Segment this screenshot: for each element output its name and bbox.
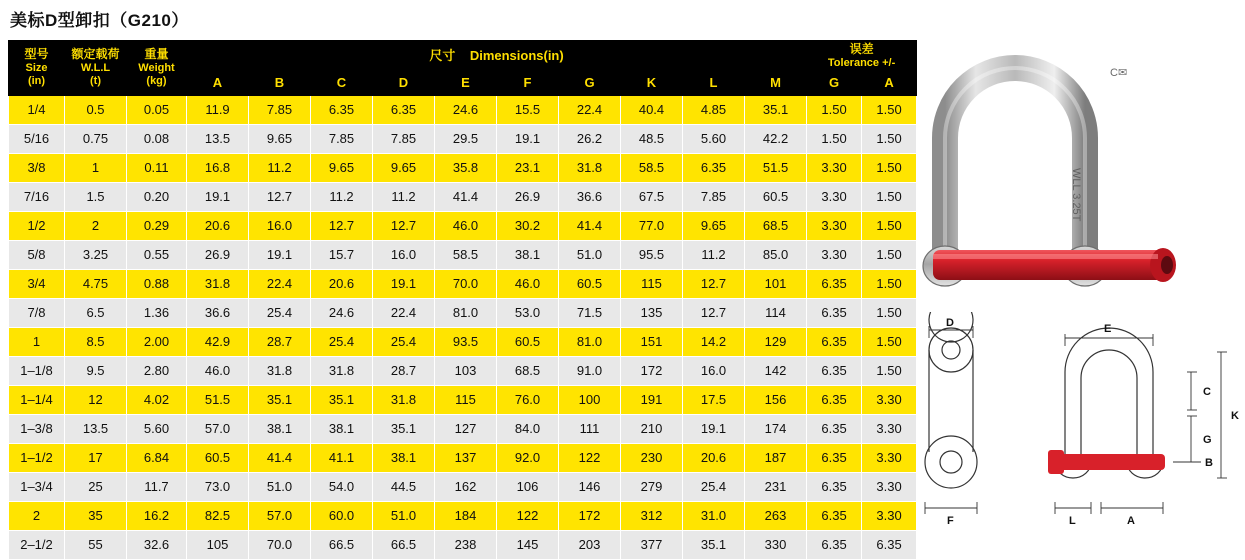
cell-dim-d: 25.4 xyxy=(373,328,435,357)
cell-dim-c: 60.0 xyxy=(311,502,373,531)
table-row xyxy=(9,386,917,415)
cell-dim-a: 19.1 xyxy=(187,183,249,212)
cell-dim-k: 67.5 xyxy=(621,183,683,212)
cell-size: 7/8 xyxy=(9,299,65,328)
cell-weight: 4.02 xyxy=(127,386,187,415)
cell-weight: 0.88 xyxy=(127,270,187,299)
cell-dim-g: 51.0 xyxy=(559,241,621,270)
cell-dim-f: 15.5 xyxy=(497,96,559,125)
cell-tol-g: 1.50 xyxy=(807,96,862,125)
cell-dim-l: 4.85 xyxy=(683,96,745,125)
cell-dim-c: 9.65 xyxy=(311,154,373,183)
cell-dim-f: 46.0 xyxy=(497,270,559,299)
cell-dim-d: 12.7 xyxy=(373,212,435,241)
cell-size: 3/8 xyxy=(9,154,65,183)
cell-dim-b: 31.8 xyxy=(249,357,311,386)
cell-dim-c: 7.85 xyxy=(311,125,373,154)
cell-dim-k: 377 xyxy=(621,531,683,560)
cell-dim-c: 15.7 xyxy=(311,241,373,270)
cell-dim-l: 7.85 xyxy=(683,183,745,212)
cell-dim-a: 57.0 xyxy=(187,415,249,444)
cell-tol-a: 1.50 xyxy=(862,96,917,125)
cell-wll: 8.5 xyxy=(65,328,127,357)
cell-size: 5/8 xyxy=(9,241,65,270)
cell-dim-c: 6.35 xyxy=(311,96,373,125)
header-dim-b: B xyxy=(249,72,311,95)
cell-dim-a: 26.9 xyxy=(187,241,249,270)
cell-dim-d: 11.2 xyxy=(373,183,435,212)
cell-size: 1–1/8 xyxy=(9,357,65,386)
cell-dim-m: 51.5 xyxy=(745,154,807,183)
cell-dim-b: 57.0 xyxy=(249,502,311,531)
cell-dim-d: 66.5 xyxy=(373,531,435,560)
table-row xyxy=(9,415,917,444)
cell-tol-g: 3.30 xyxy=(807,183,862,212)
cell-wll: 0.75 xyxy=(65,125,127,154)
cell-dim-e: 46.0 xyxy=(435,212,497,241)
cell-dim-b: 35.1 xyxy=(249,386,311,415)
page-title: 美标D型卸扣（G210） xyxy=(10,11,189,30)
cell-weight: 5.60 xyxy=(127,415,187,444)
cell-dim-g: 31.8 xyxy=(559,154,621,183)
cell-dim-b: 41.4 xyxy=(249,444,311,473)
cell-dim-a: 31.8 xyxy=(187,270,249,299)
cell-tol-g: 1.50 xyxy=(807,125,862,154)
label-e: E xyxy=(1104,323,1112,335)
cell-dim-f: 68.5 xyxy=(497,357,559,386)
cell-dim-e: 115 xyxy=(435,386,497,415)
cell-dim-m: 42.2 xyxy=(745,125,807,154)
cell-dim-e: 58.5 xyxy=(435,241,497,270)
cell-dim-c: 24.6 xyxy=(311,299,373,328)
header-dim-c: C xyxy=(311,72,373,95)
cell-dim-a: 42.9 xyxy=(187,328,249,357)
cell-wll: 1.5 xyxy=(65,183,127,212)
cell-dim-k: 48.5 xyxy=(621,125,683,154)
table-row xyxy=(9,183,917,212)
cell-dim-e: 238 xyxy=(435,531,497,560)
cell-dim-c: 11.2 xyxy=(311,183,373,212)
cell-dim-g: 172 xyxy=(559,502,621,531)
cell-dim-l: 35.1 xyxy=(683,531,745,560)
cell-size: 7/16 xyxy=(9,183,65,212)
table-row xyxy=(9,270,917,299)
cell-tol-g: 6.35 xyxy=(807,328,862,357)
cell-dim-k: 172 xyxy=(621,357,683,386)
cell-dim-k: 210 xyxy=(621,415,683,444)
cell-dim-l: 25.4 xyxy=(683,473,745,502)
cell-dim-m: 174 xyxy=(745,415,807,444)
table-row xyxy=(9,241,917,270)
cell-tol-g: 6.35 xyxy=(807,299,862,328)
table-row xyxy=(9,212,917,241)
cell-size: 1–1/2 xyxy=(9,444,65,473)
cell-dim-k: 40.4 xyxy=(621,96,683,125)
cell-dim-m: 129 xyxy=(745,328,807,357)
cell-weight: 0.08 xyxy=(127,125,187,154)
table-row xyxy=(9,125,917,154)
product-photo xyxy=(905,18,1240,308)
cell-dim-g: 81.0 xyxy=(559,328,621,357)
cell-dim-a: 13.5 xyxy=(187,125,249,154)
cell-dim-b: 12.7 xyxy=(249,183,311,212)
cell-dim-m: 231 xyxy=(745,473,807,502)
cell-wll: 0.5 xyxy=(65,96,127,125)
cell-weight: 0.29 xyxy=(127,212,187,241)
cell-dim-l: 11.2 xyxy=(683,241,745,270)
cell-dim-c: 20.6 xyxy=(311,270,373,299)
cell-size: 1–3/8 xyxy=(9,415,65,444)
cell-dim-d: 51.0 xyxy=(373,502,435,531)
cell-wll: 2 xyxy=(65,212,127,241)
cell-size: 5/16 xyxy=(9,125,65,154)
header-row-top xyxy=(9,41,917,73)
header-dim-l: L xyxy=(683,72,745,95)
cell-size: 1 xyxy=(9,328,65,357)
cell-dim-l: 17.5 xyxy=(683,386,745,415)
cell-dim-a: 16.8 xyxy=(187,154,249,183)
cell-dim-d: 31.8 xyxy=(373,386,435,415)
cell-dim-b: 19.1 xyxy=(249,241,311,270)
cell-dim-d: 22.4 xyxy=(373,299,435,328)
cell-wll: 4.75 xyxy=(65,270,127,299)
cell-tol-a: 3.30 xyxy=(862,502,917,531)
header-dim-m: M xyxy=(745,72,807,95)
cell-tol-a: 6.35 xyxy=(862,531,917,560)
cell-dim-f: 26.9 xyxy=(497,183,559,212)
cell-dim-k: 151 xyxy=(621,328,683,357)
cell-dim-a: 46.0 xyxy=(187,357,249,386)
cell-dim-b: 22.4 xyxy=(249,270,311,299)
table-row xyxy=(9,473,917,502)
cell-dim-b: 7.85 xyxy=(249,96,311,125)
cell-dim-g: 111 xyxy=(559,415,621,444)
table-row xyxy=(9,96,917,125)
cell-weight: 11.7 xyxy=(127,473,187,502)
header-wll: 额定载荷 W.L.L (t) xyxy=(65,41,127,96)
cell-dim-k: 230 xyxy=(621,444,683,473)
cell-tol-g: 6.35 xyxy=(807,473,862,502)
cell-dim-f: 30.2 xyxy=(497,212,559,241)
cell-dim-m: 330 xyxy=(745,531,807,560)
header-weight: 重量 Weight (kg) xyxy=(127,41,187,96)
cell-dim-l: 20.6 xyxy=(683,444,745,473)
cell-dim-b: 25.4 xyxy=(249,299,311,328)
cell-dim-g: 36.6 xyxy=(559,183,621,212)
label-f: F xyxy=(947,515,954,527)
cell-wll: 3.25 xyxy=(65,241,127,270)
cell-dim-g: 203 xyxy=(559,531,621,560)
cell-size: 1/4 xyxy=(9,96,65,125)
cell-tol-g: 3.30 xyxy=(807,212,862,241)
table-row xyxy=(9,154,917,183)
cell-dim-l: 5.60 xyxy=(683,125,745,154)
table-row xyxy=(9,531,917,560)
cell-dim-k: 312 xyxy=(621,502,683,531)
dimension-diagram xyxy=(905,312,1240,527)
cell-dim-d: 28.7 xyxy=(373,357,435,386)
cell-dim-a: 73.0 xyxy=(187,473,249,502)
cell-dim-g: 71.5 xyxy=(559,299,621,328)
header-tolerance: 误差 Tolerance +/- xyxy=(807,41,917,73)
cell-dim-d: 16.0 xyxy=(373,241,435,270)
header-dimensions: 尺寸 Dimensions(in) xyxy=(187,41,807,73)
cell-dim-d: 9.65 xyxy=(373,154,435,183)
cell-weight: 0.20 xyxy=(127,183,187,212)
cell-dim-k: 77.0 xyxy=(621,212,683,241)
cell-wll: 17 xyxy=(65,444,127,473)
cell-weight: 2.00 xyxy=(127,328,187,357)
cell-tol-a: 1.50 xyxy=(862,270,917,299)
cell-dim-k: 115 xyxy=(621,270,683,299)
cell-dim-a: 36.6 xyxy=(187,299,249,328)
cell-dim-e: 70.0 xyxy=(435,270,497,299)
cell-weight: 6.84 xyxy=(127,444,187,473)
cell-weight: 1.36 xyxy=(127,299,187,328)
cell-tol-a: 1.50 xyxy=(862,125,917,154)
cell-dim-d: 38.1 xyxy=(373,444,435,473)
cell-dim-g: 26.2 xyxy=(559,125,621,154)
svg-text:C✉: C✉ xyxy=(1110,67,1128,79)
header-tol-g: G xyxy=(807,72,862,95)
table-row xyxy=(9,357,917,386)
cell-weight: 32.6 xyxy=(127,531,187,560)
cell-dim-a: 60.5 xyxy=(187,444,249,473)
cell-dim-l: 19.1 xyxy=(683,415,745,444)
cell-dim-b: 9.65 xyxy=(249,125,311,154)
cell-dim-e: 93.5 xyxy=(435,328,497,357)
spec-table xyxy=(8,40,917,560)
label-b: B xyxy=(1205,457,1213,469)
cell-dim-e: 184 xyxy=(435,502,497,531)
cell-dim-d: 35.1 xyxy=(373,415,435,444)
cell-weight: 16.2 xyxy=(127,502,187,531)
table-body xyxy=(9,96,917,560)
label-l: L xyxy=(1069,515,1076,527)
header-tol-a: A xyxy=(862,72,917,95)
cell-tol-a: 1.50 xyxy=(862,328,917,357)
cell-size: 2–1/2 xyxy=(9,531,65,560)
cell-tol-a: 1.50 xyxy=(862,357,917,386)
cell-wll: 9.5 xyxy=(65,357,127,386)
cell-dim-c: 54.0 xyxy=(311,473,373,502)
cell-dim-b: 28.7 xyxy=(249,328,311,357)
cell-dim-d: 7.85 xyxy=(373,125,435,154)
cell-dim-b: 38.1 xyxy=(249,415,311,444)
cell-tol-a: 1.50 xyxy=(862,154,917,183)
cell-dim-f: 145 xyxy=(497,531,559,560)
cell-dim-c: 12.7 xyxy=(311,212,373,241)
cell-dim-c: 25.4 xyxy=(311,328,373,357)
cell-dim-b: 16.0 xyxy=(249,212,311,241)
spec-table-wrapper xyxy=(8,40,902,560)
cell-dim-c: 31.8 xyxy=(311,357,373,386)
cell-dim-f: 23.1 xyxy=(497,154,559,183)
cell-dim-a: 82.5 xyxy=(187,502,249,531)
cell-dim-l: 14.2 xyxy=(683,328,745,357)
header-dim-g: G xyxy=(559,72,621,95)
header-dim-d: D xyxy=(373,72,435,95)
cell-size: 1/2 xyxy=(9,212,65,241)
cell-dim-m: 142 xyxy=(745,357,807,386)
cell-dim-e: 81.0 xyxy=(435,299,497,328)
cell-tol-g: 3.30 xyxy=(807,241,862,270)
cell-dim-l: 31.0 xyxy=(683,502,745,531)
cell-dim-g: 122 xyxy=(559,444,621,473)
header-dim-a: A xyxy=(187,72,249,95)
cell-dim-g: 100 xyxy=(559,386,621,415)
cell-tol-a: 3.30 xyxy=(862,415,917,444)
cell-tol-a: 3.30 xyxy=(862,444,917,473)
cell-wll: 25 xyxy=(65,473,127,502)
cell-dim-l: 6.35 xyxy=(683,154,745,183)
label-c: C xyxy=(1203,386,1211,398)
cell-dim-e: 35.8 xyxy=(435,154,497,183)
cell-dim-c: 41.1 xyxy=(311,444,373,473)
cell-dim-e: 137 xyxy=(435,444,497,473)
cell-dim-g: 146 xyxy=(559,473,621,502)
cell-weight: 2.80 xyxy=(127,357,187,386)
cell-dim-e: 127 xyxy=(435,415,497,444)
cell-dim-e: 24.6 xyxy=(435,96,497,125)
dimension-drawing xyxy=(905,312,1240,527)
cell-weight: 0.11 xyxy=(127,154,187,183)
header-dim-k: K xyxy=(621,72,683,95)
cell-dim-e: 162 xyxy=(435,473,497,502)
cell-tol-a: 3.30 xyxy=(862,386,917,415)
cell-dim-e: 29.5 xyxy=(435,125,497,154)
label-g: G xyxy=(1203,434,1212,446)
cell-tol-g: 6.35 xyxy=(807,386,862,415)
label-k: K xyxy=(1231,410,1239,422)
cell-tol-g: 3.30 xyxy=(807,154,862,183)
label-a: A xyxy=(1127,515,1135,527)
shackle-marking-text: WLL 3.25T xyxy=(1070,168,1082,222)
cell-tol-a: 3.30 xyxy=(862,473,917,502)
cell-dim-e: 41.4 xyxy=(435,183,497,212)
cell-tol-a: 1.50 xyxy=(862,299,917,328)
cell-size: 2 xyxy=(9,502,65,531)
cell-tol-g: 6.35 xyxy=(807,531,862,560)
cell-dim-g: 22.4 xyxy=(559,96,621,125)
cell-dim-m: 35.1 xyxy=(745,96,807,125)
table-row xyxy=(9,299,917,328)
cell-dim-g: 91.0 xyxy=(559,357,621,386)
table-row xyxy=(9,502,917,531)
label-d: D xyxy=(946,317,954,329)
cell-dim-a: 20.6 xyxy=(187,212,249,241)
cell-dim-g: 60.5 xyxy=(559,270,621,299)
cell-tol-g: 6.35 xyxy=(807,357,862,386)
cell-dim-k: 58.5 xyxy=(621,154,683,183)
cell-dim-m: 85.0 xyxy=(745,241,807,270)
cell-tol-a: 1.50 xyxy=(862,183,917,212)
cell-dim-m: 187 xyxy=(745,444,807,473)
cell-dim-c: 66.5 xyxy=(311,531,373,560)
cell-dim-m: 114 xyxy=(745,299,807,328)
cell-wll: 35 xyxy=(65,502,127,531)
cell-dim-f: 19.1 xyxy=(497,125,559,154)
cell-size: 1–3/4 xyxy=(9,473,65,502)
cell-dim-d: 19.1 xyxy=(373,270,435,299)
table-row xyxy=(9,444,917,473)
cell-dim-m: 263 xyxy=(745,502,807,531)
cell-wll: 55 xyxy=(65,531,127,560)
cell-dim-k: 95.5 xyxy=(621,241,683,270)
cell-dim-a: 105 xyxy=(187,531,249,560)
header-size: 型号 Size (in) xyxy=(9,41,65,96)
cell-size: 1–1/4 xyxy=(9,386,65,415)
cell-dim-l: 16.0 xyxy=(683,357,745,386)
cell-dim-f: 38.1 xyxy=(497,241,559,270)
cell-dim-c: 35.1 xyxy=(311,386,373,415)
header-dim-f: F xyxy=(497,72,559,95)
cell-tol-g: 6.35 xyxy=(807,415,862,444)
cell-dim-g: 41.4 xyxy=(559,212,621,241)
cell-dim-c: 38.1 xyxy=(311,415,373,444)
cell-size: 3/4 xyxy=(9,270,65,299)
cell-dim-b: 51.0 xyxy=(249,473,311,502)
table-row xyxy=(9,328,917,357)
cell-dim-b: 11.2 xyxy=(249,154,311,183)
cell-dim-f: 122 xyxy=(497,502,559,531)
cell-weight: 0.05 xyxy=(127,96,187,125)
cell-wll: 6.5 xyxy=(65,299,127,328)
cell-tol-a: 1.50 xyxy=(862,212,917,241)
cell-dim-a: 11.9 xyxy=(187,96,249,125)
cell-dim-f: 76.0 xyxy=(497,386,559,415)
cell-wll: 1 xyxy=(65,154,127,183)
cell-dim-d: 6.35 xyxy=(373,96,435,125)
cell-dim-l: 9.65 xyxy=(683,212,745,241)
cell-dim-l: 12.7 xyxy=(683,270,745,299)
d-shackle-illustration xyxy=(905,18,1240,308)
cell-tol-a: 1.50 xyxy=(862,241,917,270)
cell-dim-m: 101 xyxy=(745,270,807,299)
cell-dim-b: 70.0 xyxy=(249,531,311,560)
cell-tol-g: 6.35 xyxy=(807,444,862,473)
cell-tol-g: 6.35 xyxy=(807,270,862,299)
cell-wll: 13.5 xyxy=(65,415,127,444)
cell-dim-m: 68.5 xyxy=(745,212,807,241)
table-head xyxy=(9,41,917,96)
cell-dim-a: 51.5 xyxy=(187,386,249,415)
cell-dim-k: 135 xyxy=(621,299,683,328)
cell-weight: 0.55 xyxy=(127,241,187,270)
header-dim-e: E xyxy=(435,72,497,95)
cell-dim-f: 84.0 xyxy=(497,415,559,444)
cell-dim-m: 156 xyxy=(745,386,807,415)
cell-dim-k: 191 xyxy=(621,386,683,415)
cell-dim-f: 60.5 xyxy=(497,328,559,357)
cell-dim-m: 60.5 xyxy=(745,183,807,212)
cell-dim-l: 12.7 xyxy=(683,299,745,328)
cell-dim-e: 103 xyxy=(435,357,497,386)
cell-wll: 12 xyxy=(65,386,127,415)
cell-dim-k: 279 xyxy=(621,473,683,502)
cell-dim-f: 53.0 xyxy=(497,299,559,328)
cell-dim-f: 106 xyxy=(497,473,559,502)
cell-dim-f: 92.0 xyxy=(497,444,559,473)
cell-tol-g: 6.35 xyxy=(807,502,862,531)
cell-dim-d: 44.5 xyxy=(373,473,435,502)
